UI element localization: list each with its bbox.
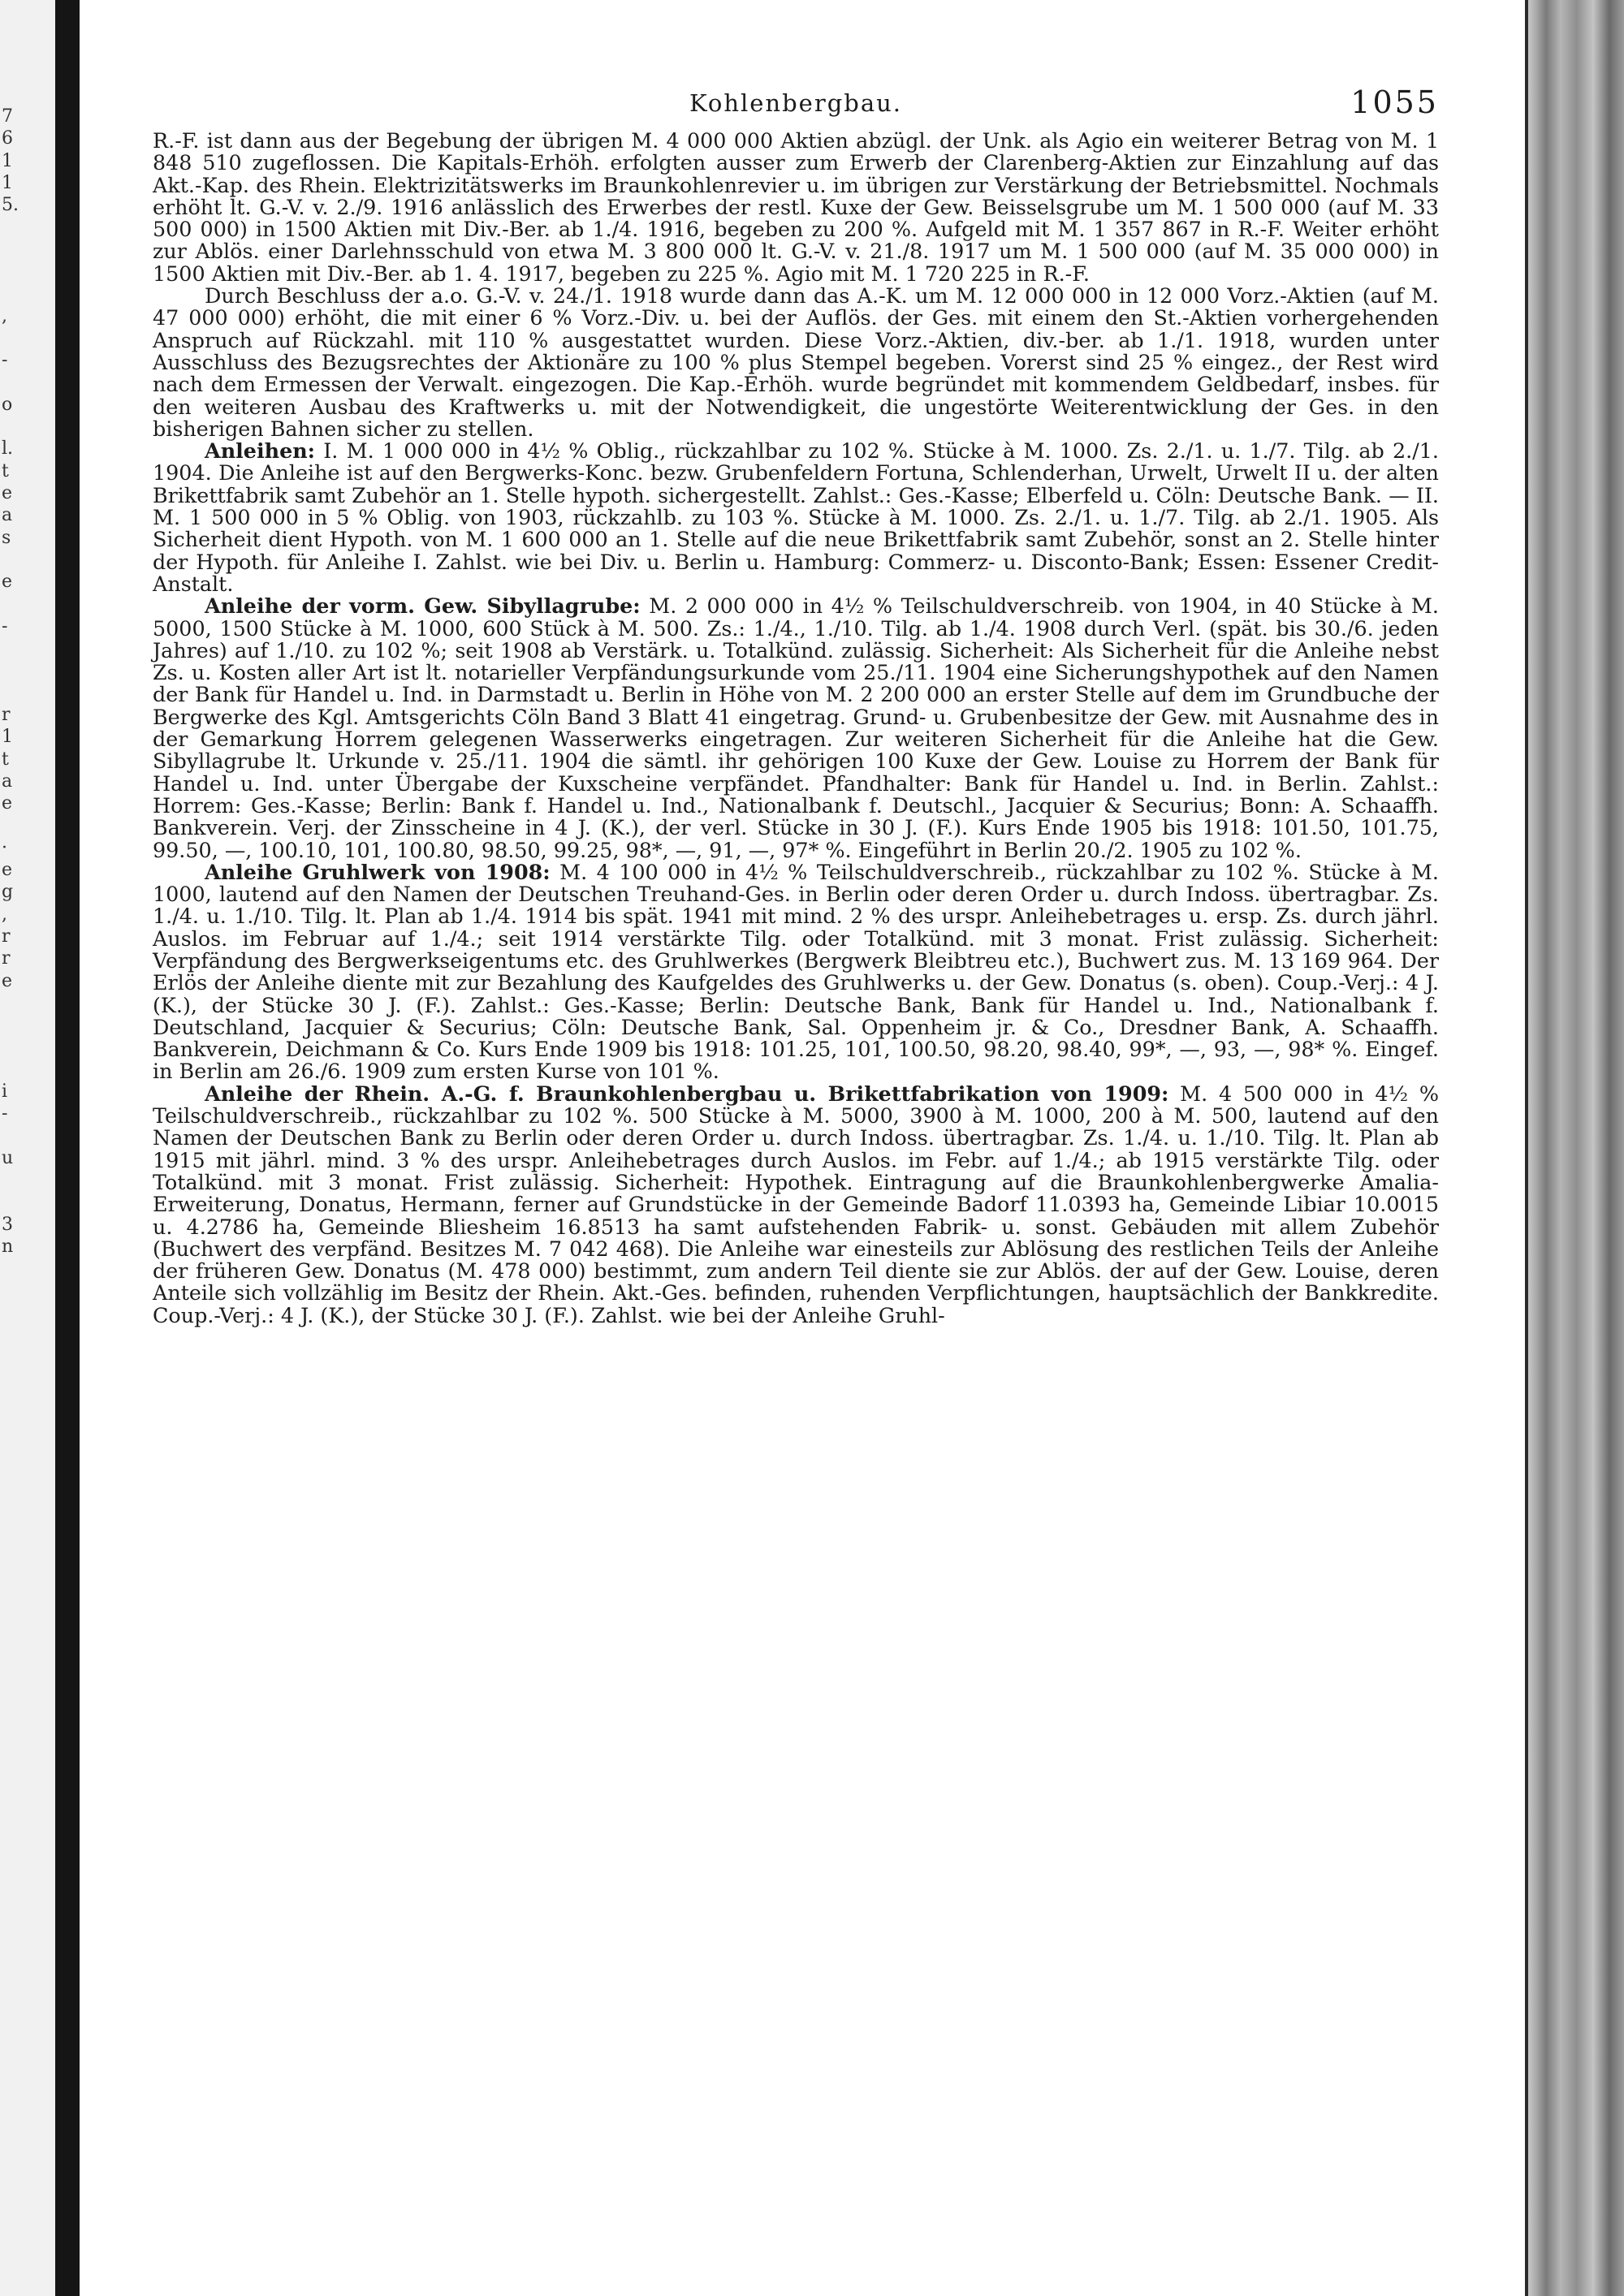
body-text (153, 130, 1439, 1327)
paragraph-text: I. M. 1 000 000 in 4½ % Oblig., rückzahlbar zu 102 %. Stücke à M. 1000. Zs. 2./1. u. 1./7. Tilg. ab 2./1. 1904. Die Anleihe ist auf den Bergwerks-Konc. bezw. Grubenfeldern Fortuna, Schlenderhan, Urwelt, Urwelt II u. der alten Brikettfabrik samt Zubehör an 1. Stelle hypoth. sichergestellt. Zahlst.: Ges.-Kasse; Elberfeld u. Cöln: Deutsche Bank. — II. M. 1 500 000 in 5 % Oblig. von 1903, rückzahlb. zu 103 %. Stücke à M. 1000. Zs. 2./1. u. 1./7. Tilg. ab 2./1. 1905. Als Sicherheit dient Hypoth. von M. 1 600 000 an 1. Stelle auf die neue Brikettfabrik samt Zubehör, sonst an 2. Stelle hinter der Hypoth. für Anleihe I. Zahlst. wie bei Div. u. Berlin u. Hamburg: Commerz- u. Disconto-Bank; Essen: Essener Credit-Anstalt. (153, 438, 1439, 596)
running-head (153, 81, 1439, 130)
edge-mark: 1 (2, 727, 13, 748)
edge-mark (2, 659, 26, 681)
edge-mark: l. (2, 438, 14, 460)
paragraph-text: M. 4 100 000 in 4½ % Teilschuldverschreib., rückzahlbar zu 102 %. Stücke à M. 1000, lautend auf den Namen der Deutschen Treuhand-Ges. in Berlin oder deren Order u. durch Indoss. übertragbar. Zs. 1./4. u. 1./10. Tilg. lt. Plan ab 1./4. 1914 bis spät. 1941 mit mind. 2 % des urspr. Anleihebetrages u. ersp. Zs. durch jährl. Auslos. im Februar auf 1./4.; seit 1914 verstärkte Tilg. oder Totalkünd. mit 3 monat. Frist zulässig. Sicherheit: Verpfändung des Bergwerkseigentums etc. des Gruhlwerkes (Bergwerk Bleibtreu etc.), Buchwert zus. M. 13 169 964. Der Erlös der Anleihe diente mit zur Bezahlung des Kaufgeldes des Gruhlwerks u. der Gew. Donatus (s. oben). Coup.-Verj.: 4 J. (K.), der Stücke 30 J. (F.). Zahlst.: Ges.-Kasse; Berlin: Deutsche Bank, Bank für Handel u. Ind., Nationalbank f. Deutschland, Jacquier & Securius; Cöln: Deutsche Bank, Sal. Oppenheim jr. & Co., Dresdner Bank, A. Schaaffh. Bankverein, Deichmann & Co. Kurs Ende 1909 bis 1918: 101.25, 101, 100.50, 98.20, 98.40, 99*, —, 93, —, 98* %. Eingef. in Berlin am 26./6. 1909 zum ersten Kurse von 101 %. (153, 859, 1440, 1084)
edge-mark (2, 1258, 26, 1280)
edge-mark (2, 261, 26, 283)
scan-binding-shadow (55, 0, 80, 2296)
paragraph-anleihe-gruhlwerk (153, 861, 1439, 1083)
edge-mark (2, 549, 26, 571)
edge-mark: · (2, 837, 7, 858)
edge-mark: o (2, 394, 13, 415)
edge-mark (2, 1036, 26, 1058)
paragraph-capital-increase (153, 130, 1439, 285)
edge-mark: u (2, 1147, 14, 1168)
edge-mark: a (2, 770, 13, 792)
paragraph-text: M. 4 500 000 in 4½ % Teilschuldverschreib., rückzahlbar zu 102 %. 500 Stücke à M. 5000, 3900 à M. 1000, 200 à M. 500, lautend auf den Namen der Deutschen Bank zu Berlin oder deren Order u. durch Indoss. übertragbar. Zs. 1./4. u. 1./10. Tilg. lt. Plan ab 1915 mit jährl. mind. 3 % des urspr. Anleihebetrages durch Auslos. im Febr. auf 1./4.; ab 1915 verstärkte Tilg. oder Totalkünd. mit 3 monat. Frist zulässig. Sicherheit: Hypothek. Eintragung auf die Braunkohlenbergwerke Amalia-Erweiterung, Donatus, Hermann, ferner auf Grundstücke in der Gemeinde Badorf 11.0393 ha, Gemeinde Libiar 10.0015 u. 4.2786 ha, Gemeinde Bliesheim 16.8513 ha samt aufstehenden Fabrik- u. sonst. Gebäuden mit allem Zubehör (Buchwert des verpfänd. Besitzes M. 7 042 468). Die Anleihe war einesteils zur Ablösung des restlichen Teils der Anleihe der früheren Gew. Donatus (M. 478 000) bestimmt, zum andern Teil diente sie zur Ablös. der auf der Gew. Louise, deren Anteile sich vollzählig im Besitz der Rhein. Akt.-Ges. befinden, ruhenden Verpflichtungen, hauptsächlich der Bankkredite. Coup.-Verj.: 4 J. (K.), der Stücke 30 J. (F.). Zahlst. wie bei der Anleihe Gruhl- (153, 1081, 1439, 1327)
edge-mark: - (2, 350, 8, 371)
section-heading: Anleihen: (205, 438, 316, 464)
edge-mark (2, 1059, 26, 1081)
edge-mark: t (2, 460, 9, 481)
edge-mark: e (2, 572, 13, 593)
edge-mark (2, 1324, 26, 1346)
paragraph-text: R.-F. ist dann aus der Begebung der übrigen M. 4 000 000 Aktien abzügl. der Unk. als Agio ein weiterer Betrag von M. 1 848 510 zugeflossen. Die Kapitals-Erhöh. erfolgten ausser zum Erwerb der Clarenberg-Aktien zur Einzahlung auf das Akt.-Kap. des Rhein. Elektrizitätswerks im Braunkohlenrevier u. im übrigen zur Verstärkung der Betriebsmittel. Nochmals erhöht lt. G.-V. v. 2./9. 1916 anlässlich des Erwerbes der restl. Kuxe der Gew. Beisselsgrube um M. 1 500 000 (auf M. 33 500 000) in 1500 Aktien mit Div.-Ber. ab 1./4. 1916, begeben zu 200 %. Aufgeld mit M. 1 357 867 in R.-F. Weiter erhöht zur Ablös. einer Darlehnsschuld von etwa M. 3 800 000 lt. G.-V. v. 21./8. 1917 um M. 1 500 000 (auf M. 35 000 000) in 1500 Aktien mit Div.-Ber. ab 1. 4. 1917, begeben zu 225 %. Agio mit M. 1 720 225 in R.-F. (153, 128, 1439, 286)
edge-mark (2, 216, 26, 238)
edge-mark (2, 416, 26, 438)
edge-mark: , (2, 904, 7, 925)
page-number: 1055 (1350, 84, 1439, 120)
edge-mark: 5. (2, 195, 19, 216)
edge-mark (2, 1302, 26, 1324)
edge-mark (2, 239, 26, 261)
page-title: Kohlenbergbau. (689, 89, 903, 117)
edge-mark: 7 (2, 106, 13, 127)
paragraph-anleihe-rhein-ag (153, 1083, 1439, 1327)
paragraph-text: Durch Beschluss der a.o. G.-V. v. 24./1. 1918 wurde dann das A.-K. um M. 12 000 000 in 12 000 Vorz.-Aktien (auf M. 47 000 000) erhöht, die mit einer 6 % Vorz.-Div. u. bei der Auflös. der Ges. mit einem den St.-Aktien vorhergehenden Anspruch auf Rückzahl. mit 110 % ausgestattet wurden. Diese Vorz.-Aktien, div.-ber. ab 1./1. 1918, wurden unter Ausschluss des Bezugsrechtes der Aktionäre zu 100 % plus Stempel begeben. Vorerst sind 25 % eingez., der Rest wird nach dem Ermessen der Verwalt. eingezogen. Die Kap.-Erhöh. wurde begründet mit kommendem Geldbedarf, insbes. für den weiteren Ausbau des Kraftwerks u. mit der Notwendigkeit, die ungestörte Weiterentwicklung der Ges. in den bisherigen Bahnen sicher zu stellen. (153, 283, 1439, 441)
edge-mark (2, 1169, 26, 1191)
edge-mark: r (2, 705, 11, 726)
edge-mark (2, 1014, 26, 1036)
edge-mark (2, 1347, 26, 1369)
edge-mark: g (2, 882, 14, 903)
paragraph-anleihe-sibyllagrube (153, 595, 1439, 861)
paragraph-anleihen (153, 440, 1439, 595)
paragraph-text: M. 2 000 000 in 4½ % Teilschuldverschreib. von 1904, in 40 Stücke à M. 5000, 1500 Stücke à M. 1000, 600 Stück à M. 500. Zs.: 1./4., 1./10. Tilg. ab 1./4. 1908 durch Verl. (spät. bis 30./6. jeden Jahres) auf 1./10. zu 102 %; seit 1908 ab Verstärk. u. Totalkünd. zulässig. Sicherheit: Als Sicherheit für die Anleihe nebst Zs. u. Kosten aller Art ist lt. notarieller Verpfändungsurkunde vom 25./11. 1904 eine Sicherungshypothek auf den Namen der Bank für Handel u. Ind. in Darmstadt u. Berlin in Höhe von M. 2 200 000 an erster Stelle auf dem im Grundbuche der Bergwerke des Kgl. Amtsgerichts Cöln Band 3 Blatt 41 eingetrag. Grund- u. Grubenbesitze der Gew. mit Ausnahme des in der Gemarkung Horrem gelegenen Wasserwerks eingetragen. Zur weiteren Sicherheit für die Anleihe hat die Gew. Sibyllagrube lt. Urkunde v. 25./11. 1904 die sämtl. ihr gehörigen 100 Kuxe der Gew. Louise zu Horrem der Bank für Handel u. Ind. unter Übergabe der Kuxscheine verpfändet. Pfandhalter: Bank für Handel u. Ind. in Berlin. Zahlst.: Horrem: Ges.-Kasse; Berlin: Bank f. Handel u. Ind., Nationalbank f. Deutschl., Jacquier & Securius; Bonn: A. Schaaffh. Bankverein. Verj. der Zinsscheine in 4 J. (K.), der verl. Stücke in 30 J. (F.). Kurs Ende 1905 bis 1918: 101.50, 101.75, 99.50, —, 100.10, 101, 100.80, 98.50, 99.25, 98*, —, 91, —, 97* %. Eingeführt in Berlin 20./2. 1905 zu 102 %. (153, 593, 1439, 862)
edge-mark (2, 992, 26, 1014)
edge-mark: 1 (2, 172, 13, 193)
edge-mark (2, 593, 26, 615)
edge-mark: s (2, 527, 11, 548)
edge-mark: - (2, 1103, 8, 1124)
scan-right-edge (1528, 0, 1624, 2296)
section-heading: Anleihe der Rhein. A.-G. f. Braunkohlenbergbau u. Brikettfabrikation von 1909: (205, 1081, 1169, 1106)
edge-mark: 6 (2, 128, 13, 149)
paragraph-preferred-shares (153, 285, 1439, 440)
edge-mark (2, 815, 26, 837)
edge-mark (2, 372, 26, 394)
edge-mark: e (2, 793, 13, 814)
edge-mark (2, 682, 26, 704)
edge-mark: 1 (2, 150, 13, 171)
edge-mark: 3 (2, 1214, 13, 1235)
section-heading: Anleihe der vorm. Gew. Sibyllagrube: (205, 593, 641, 619)
edge-mark (2, 1369, 26, 1391)
edge-mark (2, 1280, 26, 1302)
edge-mark: e (2, 970, 13, 991)
edge-mark (2, 1192, 26, 1214)
edge-mark: r (2, 948, 11, 969)
edge-mark: r (2, 926, 11, 947)
edge-mark (2, 283, 26, 304)
edge-mark (2, 327, 26, 349)
edge-mark: n (2, 1236, 14, 1258)
edge-mark (2, 1125, 26, 1147)
edge-mark: , (2, 305, 7, 326)
edge-mark: e (2, 483, 13, 504)
page (153, 81, 1439, 1327)
edge-mark: e (2, 860, 13, 881)
edge-mark: - (2, 615, 8, 637)
adjacent-page-edge-marks (2, 106, 26, 1391)
edge-mark: i (2, 1081, 8, 1103)
section-heading: Anleihe Gruhlwerk von 1908: (205, 859, 551, 884)
edge-mark (2, 637, 26, 659)
edge-mark: a (2, 505, 13, 526)
edge-mark: t (2, 749, 9, 770)
